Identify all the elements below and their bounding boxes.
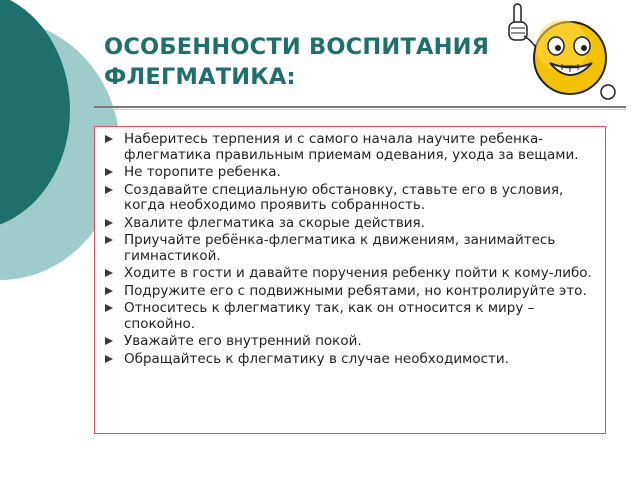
triangle-bullet-icon bbox=[105, 219, 113, 227]
pointing-smiley-icon bbox=[504, 0, 634, 104]
list-item bbox=[103, 216, 601, 232]
list-item-text: Уважайте его внутренний покой. bbox=[124, 333, 362, 349]
list-item-text: Ходите в гости и давайте поручения ребенку пойти к кому-либо. bbox=[124, 265, 592, 281]
title-divider-shadow bbox=[94, 109, 626, 110]
triangle-bullet-icon bbox=[105, 186, 113, 194]
triangle-bullet-icon bbox=[105, 304, 113, 312]
list-item-text: Подружите его с подвижными ребятами, но контролируйте это. bbox=[124, 282, 587, 299]
list-item-text: Хвалите флегматика за скорые действия. bbox=[124, 214, 425, 231]
list-item bbox=[103, 266, 601, 282]
pointing-hand-icon bbox=[509, 4, 538, 52]
triangle-bullet-icon bbox=[105, 135, 113, 143]
title-divider bbox=[94, 106, 626, 108]
list-item bbox=[103, 233, 601, 264]
list-item bbox=[103, 284, 601, 300]
advice-list bbox=[95, 127, 605, 367]
triangle-bullet-icon bbox=[105, 355, 113, 363]
list-item-text: Обращайтесь к флегматику в случае необходимости. bbox=[124, 350, 509, 367]
triangle-bullet-icon bbox=[105, 337, 113, 345]
triangle-bullet-icon bbox=[105, 236, 113, 244]
waving-hand-icon bbox=[601, 85, 615, 99]
smiley-face-icon bbox=[534, 20, 606, 94]
list-item bbox=[103, 132, 601, 163]
list-item bbox=[103, 183, 601, 214]
content-panel bbox=[94, 126, 606, 434]
list-item bbox=[103, 165, 601, 181]
list-item-text: Наберитесь терпения и с самого начала научите ребенка-флегматика правильным приемам одевания, ухода за вещами. bbox=[124, 131, 579, 163]
triangle-bullet-icon bbox=[105, 287, 113, 295]
list-item bbox=[103, 352, 601, 368]
list-item-text: Создавайте специальную обстановку, ставьте его в условия, когда необходимо проявить собранность. bbox=[124, 181, 564, 213]
list-item bbox=[103, 334, 601, 350]
triangle-bullet-icon bbox=[105, 168, 113, 176]
title-line-1: ОСОБЕННОСТИ ВОСПИТАНИЯ bbox=[104, 34, 490, 60]
list-item-text: Относитесь к флегматику так, как он относится к миру – спокойно. bbox=[124, 300, 535, 332]
triangle-bullet-icon bbox=[105, 269, 113, 277]
slide-title bbox=[104, 32, 524, 92]
list-item-text: Приучайте ребёнка-флегматика к движениям, занимайтесь гимнастикой. bbox=[124, 232, 556, 264]
list-item-text: Не торопите ребенка. bbox=[124, 164, 281, 180]
list-item bbox=[103, 301, 601, 332]
title-line-2: ФЛЕГМАТИКА: bbox=[104, 64, 296, 90]
